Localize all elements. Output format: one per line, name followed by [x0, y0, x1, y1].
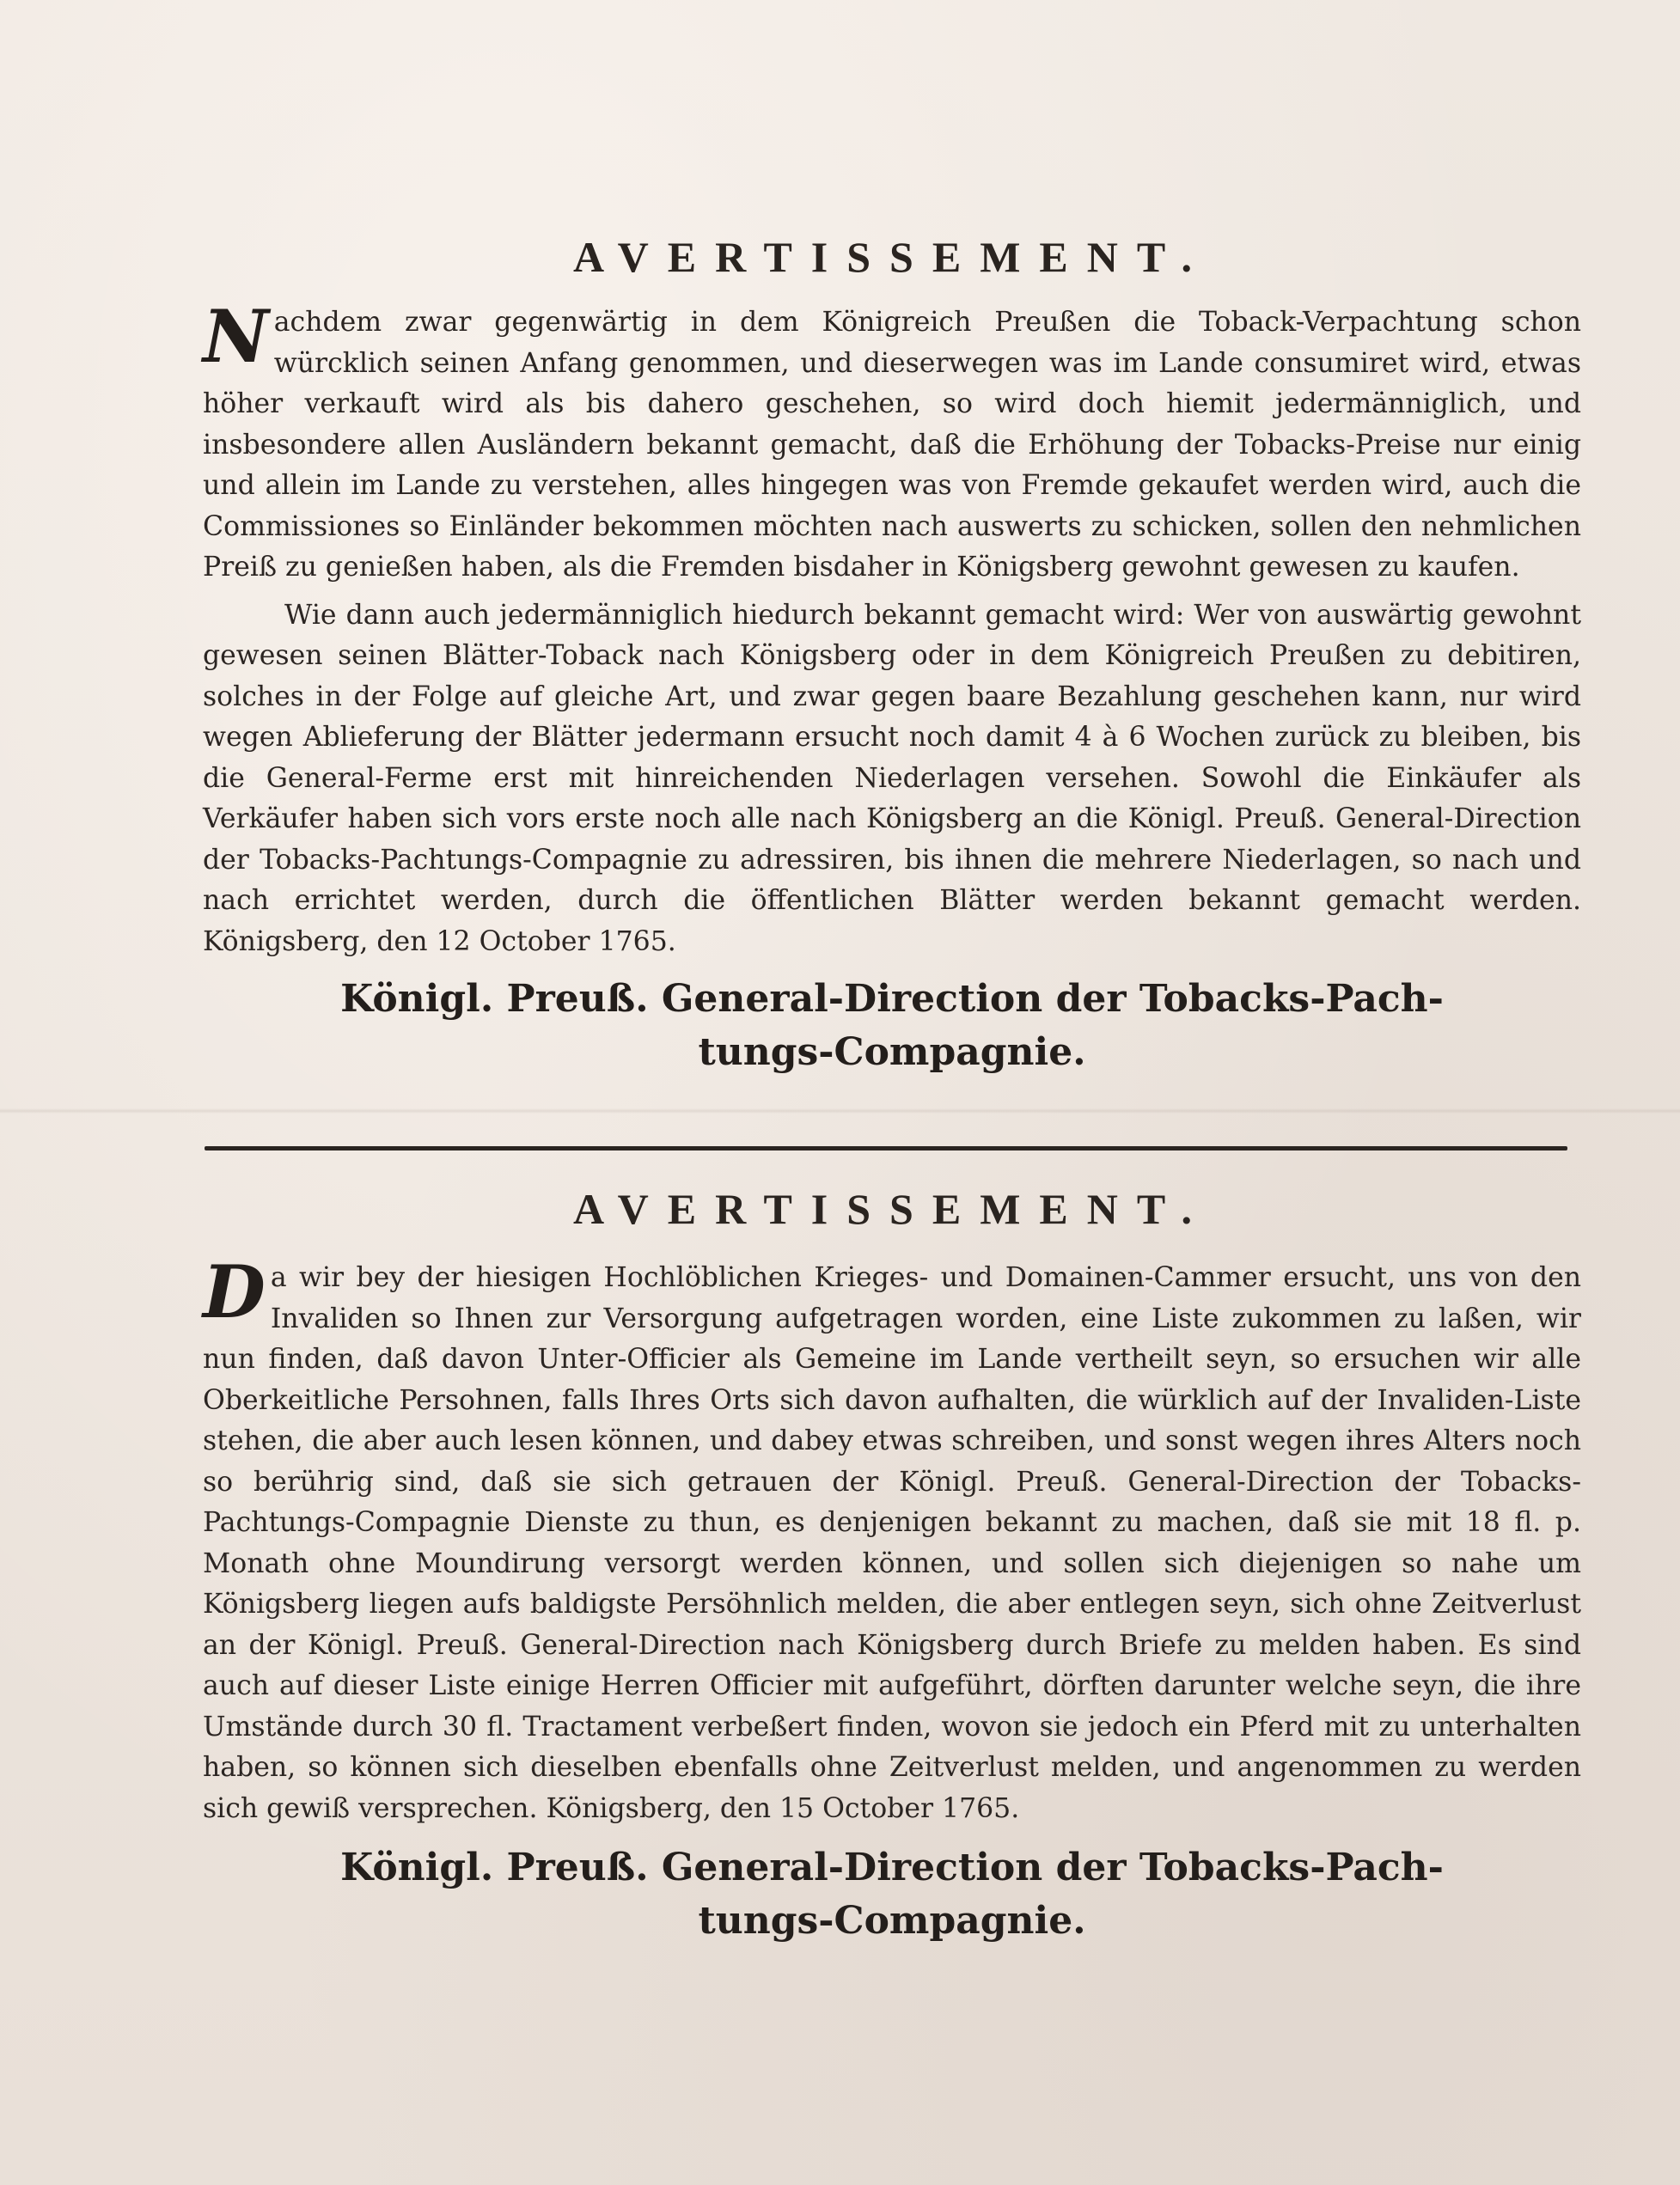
notice-2-signature-line-1: Königl. Preuß. General-Direction der Tobacks-Pach-: [340, 1846, 1444, 1889]
notice-1-paragraph-1-text: achdem zwar gegenwärtig in dem Königreich Preußen die Toback-Verpachtung schon würcklich seinen Anfang genommen, und dieserwegen was im Lande consumiret wird, etwas höher verkauft wird als bis dahero geschehen, so wird doch hiemit jedermänniglich, und insbesondere allen Ausländern bekannt gemacht, daß die Erhöhung der Tobacks-Preise nur einig und allein im Lande zu verstehen, alles hingegen was von Fremde gekaufet werden wird, auch die Commissiones so Einländer bekommen möchten nach auswerts zu schicken, sollen den nehmlichen Preiß zu genießen haben, als die Fremden bisdaher in Königsberg gewohnt gewesen zu kaufen.: [203, 307, 1581, 583]
notice-2-signature-line-2: tungs-Compagnie.: [698, 1899, 1086, 1943]
notice-1-signature-line-1: Königl. Preuß. General-Direction der Tobacks-Pach-: [340, 977, 1444, 1021]
notice-2-paragraph-1: [203, 1249, 1581, 1829]
notice-2-heading: AVERTISSEMENT.: [572, 1185, 1212, 1233]
notice-1: [203, 232, 1581, 1079]
notice-2: [203, 1184, 1581, 1948]
notice-2-dropcap: D: [203, 1249, 266, 1334]
notice-2-paragraph-1-text: a wir bey der hiesigen Hochlöblichen Krieges- und Domainen-Cammer ersucht, uns von den Invaliden so Ihnen zur Versorgung aufgetragen worden, eine Liste zukommen zu laßen, wir nun finden, daß davon Unter-Officier als Gemeine im Lande vertheilt seyn, so ersuchen wir alle Oberkeitliche Persohnen, falls Ihres Orts sich davon aufhalten, die würklich auf der Invaliden-Liste stehen, die aber auch lesen können, und dabey etwas schreiben, und sonst wegen ihres Alters noch so berührig sind, daß sie sich getrauen der Königl. Preuß. General-Direction der Tobacks-Pachtungs-Compagnie Dienste zu thun, es denjenigen bekannt zu machen, daß sie mit 18 fl. p. Monath ohne Moundirung versorgt werden können, und sollen sich diejenigen so nahe um Königsberg liegen aufs baldigste Persöhnlich melden, die aber entlegen seyn, sich ohne Zeitverlust an der Königl. Preuß. General-Direction nach Königsberg durch Briefe zu melden haben. Es sind auch auf dieser Liste einige Herren Officier mit aufgeführt, dörften darunter welche seyn, die ihre Umstände durch 30 fl. Tractament verbeßert finden, wovon sie jedoch ein Pferd mit zu unterhalten haben, so können sich dieselben ebenfalls ohne Zeitverlust melden, und angenommen zu werden sich gewiß versprechen. Königsberg, den 15 October 1765.: [203, 1262, 1581, 1824]
paper-fold-crease: [0, 1108, 1680, 1114]
notice-1-paragraph-1: [203, 294, 1581, 589]
notice-1-heading: AVERTISSEMENT.: [572, 233, 1212, 281]
section-divider-rule: [205, 1146, 1567, 1150]
notice-1-signature-line-2: tungs-Compagnie.: [698, 1030, 1086, 1074]
notice-1-dropcap: N: [203, 294, 269, 379]
notice-1-paragraph-2: Wie dann auch jedermänniglich hiedurch bekannt gemacht wird: Wer von auswärtig gewohnt gewesen seinen Blätter-Toback nach Königsberg oder in dem Königreich Preußen zu debitiren, solches in der Folge auf gleiche Art, und zwar gegen baare Bezahlung geschehen kann, nur wird wegen Ablieferung der Blätter jedermann ersucht noch damit 4 à 6 Wochen zurück zu bleiben, bis die General-Ferme erst mit hinreichenden Niederlagen versehen. Sowohl die Einkäufer als Verkäufer haben sich vors erste noch alle nach Königsberg an die Königl. Preuß. General-Direction der Tobacks-Pachtungs-Compagnie zu adressiren, bis ihnen die mehrere Niederlagen, so nach und nach errichtet werden, durch die öffentlichen Blätter werden bekannt gemacht werden. Königsberg, den 12 October 1765.: [203, 599, 1581, 957]
